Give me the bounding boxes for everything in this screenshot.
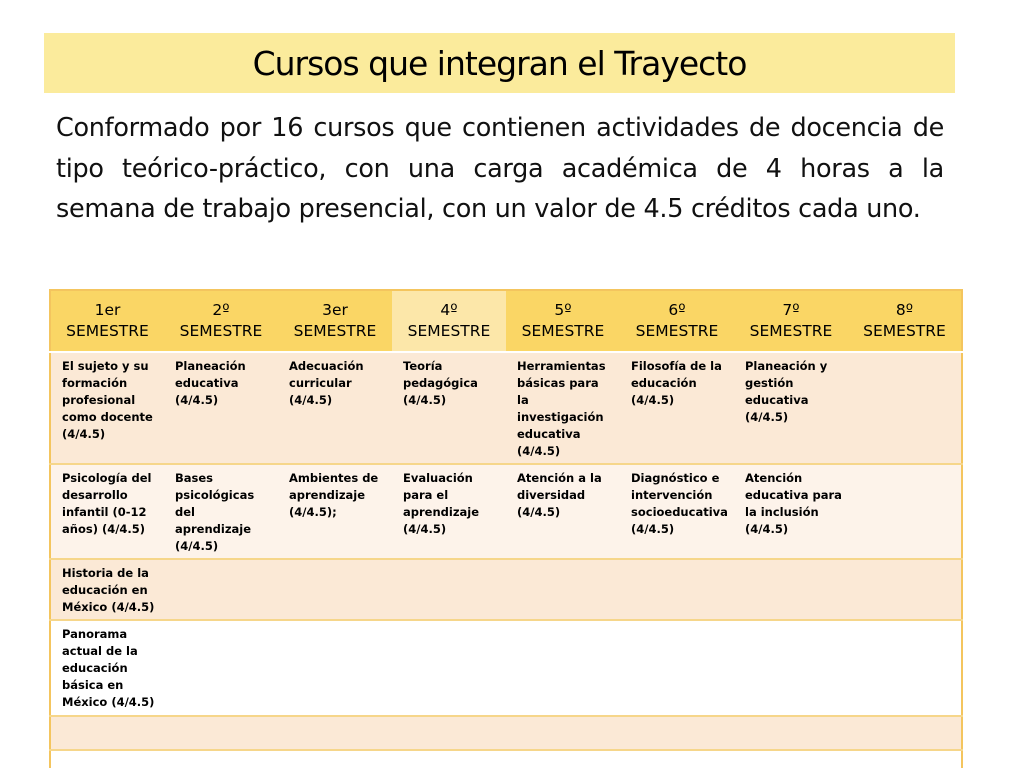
- table-cell: [506, 750, 620, 768]
- table-cell: [392, 750, 506, 768]
- table-cell: [734, 750, 848, 768]
- table-cell: Bases psicológicas del aprendizaje (4/4.5): [164, 464, 278, 559]
- table-cell: [848, 352, 962, 464]
- table-cell: [620, 750, 734, 768]
- table-cell: [278, 559, 392, 620]
- table-cell: Filosofía de la educación (4/4.5): [620, 352, 734, 464]
- table-cell: [848, 559, 962, 620]
- table-row: [50, 464, 962, 559]
- table-cell: [734, 716, 848, 750]
- table-cell: Diagnóstico e intervención socioeducativa (4/4.5): [620, 464, 734, 559]
- table-cell: [164, 559, 278, 620]
- table-cell: Psicología del desarrollo infantil (0-12 años) (4/4.5): [50, 464, 164, 559]
- table-cell: [392, 620, 506, 716]
- table-cell: [848, 464, 962, 559]
- table-cell: Herramientas básicas para la investigación educativa (4/4.5): [506, 352, 620, 464]
- table-cell: Atención a la diversidad (4/4.5): [506, 464, 620, 559]
- table-cell: [392, 559, 506, 620]
- table-cell: [734, 559, 848, 620]
- table-cell: [164, 750, 278, 768]
- header-semester-5: 5º SEMESTRE: [506, 290, 620, 352]
- header-semester-3: 3er SEMESTRE: [278, 290, 392, 352]
- header-semester-4: 4º SEMESTRE: [392, 290, 506, 352]
- table-cell: [278, 620, 392, 716]
- header-semester-1: 1er SEMESTRE: [50, 290, 164, 352]
- table-cell: [848, 750, 962, 768]
- table-cell: [734, 620, 848, 716]
- table-cell: [392, 716, 506, 750]
- table-cell: [278, 750, 392, 768]
- table-cell: [848, 716, 962, 750]
- header-row: [50, 290, 962, 352]
- table-cell: Ambientes de aprendizaje (4/4.5);: [278, 464, 392, 559]
- table-cell: [164, 620, 278, 716]
- header-semester-6: 6º SEMESTRE: [620, 290, 734, 352]
- table-cell: Evaluación para el aprendizaje (4/4.5): [392, 464, 506, 559]
- table-row: [50, 620, 962, 716]
- table-row: [50, 716, 962, 750]
- table-cell: [848, 620, 962, 716]
- table-cell: Planeación y gestión educativa (4/4.5): [734, 352, 848, 464]
- page-title: Cursos que integran el Trayecto: [252, 43, 747, 83]
- table-cell: [164, 716, 278, 750]
- courses-table: [49, 289, 963, 768]
- table-cell: [620, 716, 734, 750]
- table-row: [50, 750, 962, 768]
- table-cell: [506, 559, 620, 620]
- table-cell: [620, 620, 734, 716]
- table-cell: El sujeto y su formación profesional como docente (4/4.5): [50, 352, 164, 464]
- table-cell: [620, 559, 734, 620]
- table-cell: [50, 716, 164, 750]
- table-row: [50, 352, 962, 464]
- title-bar: [44, 33, 955, 93]
- table-cell: Adecuación curricular (4/4.5): [278, 352, 392, 464]
- table-cell: Planeación educativa (4/4.5): [164, 352, 278, 464]
- table-cell: [50, 750, 164, 768]
- intro-paragraph: Conformado por 16 cursos que contienen actividades de docencia de tipo teórico-práctico, con una carga académica de 4 horas a la semana de trabajo presencial, con un valor de 4.5 créditos cada uno.: [56, 113, 944, 224]
- header-semester-2: 2º SEMESTRE: [164, 290, 278, 352]
- table-cell: Panorama actual de la educación básica en México (4/4.5): [50, 620, 164, 716]
- table-cell: [506, 620, 620, 716]
- table-row: [50, 559, 962, 620]
- table-cell: Teoría pedagógica (4/4.5): [392, 352, 506, 464]
- table-cell: [278, 716, 392, 750]
- header-semester-7: 7º SEMESTRE: [734, 290, 848, 352]
- table-cell: Atención educativa para la inclusión (4/4.5): [734, 464, 848, 559]
- table-cell: Historia de la educación en México (4/4.5): [50, 559, 164, 620]
- header-semester-8: 8º SEMESTRE: [848, 290, 962, 352]
- table-cell: [506, 716, 620, 750]
